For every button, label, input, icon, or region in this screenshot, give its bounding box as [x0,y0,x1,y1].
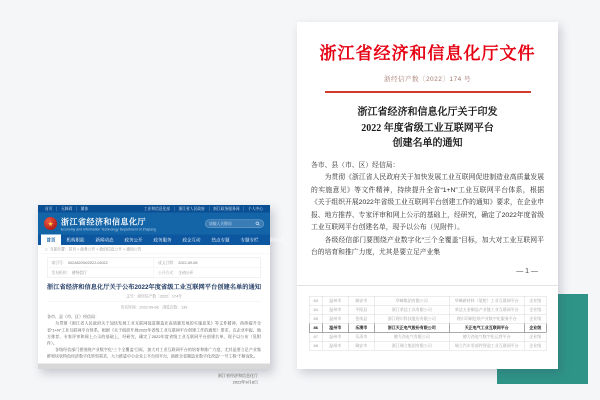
meta-open-label: 公开方式： [158,270,177,275]
site-nav [38,235,284,246]
table-row [309,314,546,323]
page-number: — 1 — [516,268,538,275]
emblem-star-icon: ★ [47,219,54,228]
meta-open-mode [154,268,261,278]
breadcrumb-text[interactable]: 当前位置：首页 > 政务公开 > 政府信息公开 > 通知公告 [49,246,142,252]
topbar-link-provincial-gov[interactable]: 浙江省人民政府 [174,207,205,212]
cell-county: 乐清市 [348,323,374,332]
meta-org [48,268,155,278]
cell-level: 企业级 [524,332,546,341]
cell-platform: 荣达五金制品产业链工业互联网平台 [449,305,524,314]
cell-level: 企业级 [524,296,546,305]
meta-index-label: 索引号： [51,260,67,265]
cell-county: 瑞安市 [348,296,374,305]
table-row [309,332,546,341]
topbar-link-home[interactable]: 首页 [45,206,53,211]
cell-company: 浙江瑞立集团有限公司 [374,341,449,350]
cell-city: 温州市 [322,341,348,350]
cell-seq: 86 [309,323,322,332]
article-doc-number: 文号：浙经信产数〔2022〕174号 [126,294,182,299]
document-salutation: 各市、县（市、区）经信局： [311,161,400,169]
signature-org: 浙江省经济和信息化厅 [218,373,258,378]
meta-index-no [48,258,155,268]
nav-item-home[interactable]: 首页 [41,235,61,246]
article-salutation: 各市、县（市、区）经信局： [47,314,99,320]
cell-company: 浙江荣达工具有限公司 [374,305,449,314]
website-screenshot-inner [38,205,284,385]
site-topbar [38,205,270,213]
site-title-en: Economy and Information Technology Department of Zhejiang [61,228,156,232]
meta-date-value: 2022-09-08 [178,260,198,265]
cell-company: 华峰集团有限公司 [374,296,449,305]
cell-seq: 83 [309,296,322,305]
attachment-page-edge [297,285,558,286]
topbar-link-accessibility[interactable]: 无障碍 [57,207,73,212]
article-divider [47,302,261,303]
cell-seq: 85 [309,314,322,323]
site-title: 浙江省经济和信息化厅 [61,218,147,227]
national-emblem-logo [44,217,57,230]
table-row-highlighted [309,323,546,332]
nav-item-hot-topics[interactable]: 热点专题 [211,237,230,243]
document-number: 浙经信产数〔2022〕174 号 [383,76,472,83]
nav-item-zjx[interactable]: 浙经信 [269,237,284,243]
cell-platform: 天正电气工业互联网平台 [449,323,524,332]
table-row [309,341,546,350]
nav-item-interaction[interactable]: 政企互动 [182,237,201,243]
cell-city: 温州市 [322,314,348,323]
cell-city: 温州市 [322,296,348,305]
meta-date [154,258,261,268]
topbar-link-miit[interactable]: 工业和信息化部 [143,206,170,211]
article-paragraph: 为贯彻《浙江省人民政府关于加快发展工业互联网促进制造业高质量发展的实施意见》等文件精神，持续提升全省“1+N”工业互联网平台体系，根据《关于组织开展2022年省级工业互联网平台创建工作的通知》要求，在企业申报、地方推荐、专家评审和网上公示的基础上，经研究，确定了2022年度省级工业互联网平台创建名单，现予以公布（见附件）。 [47,321,261,346]
cell-seq: 84 [309,305,322,314]
signature-date: 2022年9月8日 [232,380,258,385]
cell-seq: 88 [309,341,322,350]
meta-org-label: 发布机构： [51,270,71,275]
platform-list-table [309,296,547,351]
article-paragraph: 各级经信部门要围绕产业数字化“三个全覆盖”目标，加大对工业互联网平台的培育和推广力度，尤其是要立足产业集群和块状特色经济数字化转型需求，大力推进中小企业上平台用平台，助推全省制造业数字化改造“一号工程”不断深化。 [47,347,261,359]
cell-company: 浙江理川科技股份有限公司 [374,314,449,323]
cell-platform: 华峰新材料（氨纶）工业互联网平台 [449,296,524,305]
topbar-right-links [142,206,265,212]
meta-org-value: 省经信厅 [71,270,87,275]
cell-company: 德力西电气有限公司 [374,332,449,341]
topbar-link-traditional[interactable]: 繁体 [76,207,88,212]
article-body [47,314,261,360]
document-paragraph: 为贯彻《浙江省人民政府关于加快发展工业互联网促进制造业高质量发展的实施意见》等文件精神，持续提升全省“1+N”工业互联网平台体系，根据《关于组织开展2022年省级工业互联网平台创建工作的通知》要求，在企业申报、地方推荐、专家评审和网上公示的基础上，经研究，确定了2022年度省级工业互联网平台创建名单，现予以公布（见附件）。 [311,174,544,232]
nav-item-org[interactable]: 机构职能 [66,237,85,243]
meta-index-value: 002482094/2022-04022 [68,260,108,265]
cell-county: 乐清市 [348,332,374,341]
nav-item-gov-info[interactable]: 政务公开 [124,237,143,243]
cell-seq: 87 [309,332,322,341]
platform-table-wrapper [309,296,546,351]
cell-level: 企业级 [524,305,546,314]
cell-county: 平阳县 [348,305,374,314]
nav-item-special[interactable]: 专题专栏 [240,237,259,243]
cell-platform: 瑞立汽车零部件智造工业互联网平台 [449,341,524,350]
document-body [311,160,544,261]
article-title: 浙江省经济和信息化厅关于公布2022年度省级工业互联网平台创建名单的通知 [47,283,261,291]
document-title [297,105,558,152]
meta-date-label: 成文日期： [158,260,177,265]
official-document [297,22,558,369]
document-title-line: 创建名单的通知 [392,138,463,149]
document-title-line: 浙江省经济和信息化厅关于印发 [357,107,498,118]
table-row [309,305,546,314]
breadcrumb [38,245,270,254]
article-meta-box [47,258,261,279]
cell-level: 企业级 [524,314,546,323]
cell-city: 温州市 [322,332,348,341]
cell-city: 温州市 [322,305,348,314]
nav-item-services[interactable]: 政务服务 [153,237,172,243]
website-screenshot [38,205,284,385]
table-row [309,296,546,305]
topbar-left-links [43,206,90,212]
document-red-header: 浙江省经济和信息化厅文件 [319,44,536,63]
search-placeholder: 请输入关键词 [209,221,232,226]
site-title-block [61,216,156,232]
search-icon[interactable] [256,222,261,227]
cell-county: 苍南县 [348,314,374,323]
search-input[interactable] [205,220,264,229]
cell-county: 瑞安市 [348,341,374,350]
cell-level: 企业级 [524,341,546,350]
document-paragraph: 各级经信部门要围绕产业数字化“三个全覆盖”目标，加大对工业互联网平台的培育和推广力度，尤其是要立足产业集 [311,236,544,257]
cell-city: 温州市 [322,323,348,332]
cell-level: 企业级 [524,323,546,332]
meta-open-value: 主动公开 [178,270,194,275]
document-title-line: 2022 年度省级工业互联网平台 [361,122,494,134]
topbar-link-account[interactable]: 个人中心 [244,207,264,212]
article-signature [47,372,261,386]
home-icon: ⌂ [45,246,48,252]
topbar-link-service-portal[interactable]: 浙江政务服务网 [209,207,240,212]
cell-platform: 理川印刷包装产业数字化服务平台 [449,314,524,323]
site-footer [38,364,270,370]
red-separator-line [325,91,531,93]
cell-company: 浙江天正电气股份有限公司 [374,323,449,332]
nav-item-news[interactable]: 新闻动态 [95,237,114,243]
site-masthead [38,213,270,235]
article-publish-info: 发布时间：2022-09-08 浏览次数：139 [120,305,188,310]
cell-platform: 德力西电气数字化运营平台 [449,332,524,341]
